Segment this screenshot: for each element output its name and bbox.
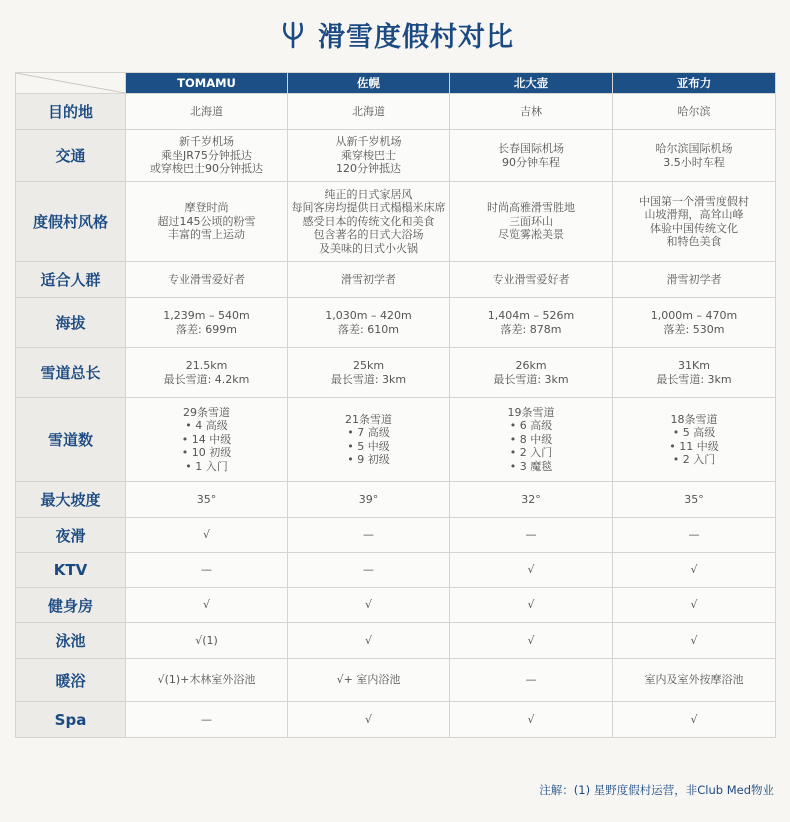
cell-text: 三面环山 (509, 214, 553, 228)
cell-text: 专业滑雪爱好者 (168, 272, 245, 286)
cell-text: 超过145公顷的粉雪 (157, 214, 256, 228)
row-label: Spa (16, 702, 126, 738)
table-cell (613, 262, 776, 298)
cell-text: 和特色美食 (666, 235, 722, 248)
cell-text: 纯正的日式家居风 (324, 187, 413, 201)
cell-text: — (363, 528, 374, 542)
table-cell (288, 182, 450, 262)
table-cell (126, 702, 288, 738)
table-cell (126, 348, 288, 398)
row-label: 最大坡度 (16, 482, 126, 518)
table-row (16, 94, 776, 130)
cell-text: — (363, 563, 374, 577)
table-cell (288, 588, 450, 623)
cell-text: 中国第一个滑雪度假村 (639, 194, 749, 208)
table-cell (450, 298, 613, 348)
cell-text: √ (364, 598, 372, 612)
cell-text: 时尚高雅滑雪胜地 (487, 201, 575, 215)
row-label: 交通 (16, 130, 126, 182)
cell-text: 从新千岁机场 (335, 135, 402, 149)
cell-text: 21.5km (185, 359, 228, 372)
cell-text: 包含著名的日式大浴场 (313, 228, 424, 242)
cell-text: √ (527, 633, 535, 647)
table-cell (126, 482, 288, 518)
table-cell (450, 94, 613, 130)
cell-text: √ (690, 712, 698, 726)
table-cell (613, 659, 776, 702)
cell-text: 山坡滑翔，高耸山峰 (644, 208, 744, 221)
row-label: 泳池 (16, 623, 126, 659)
row-label: 健身房 (16, 588, 126, 623)
table-cell (288, 398, 450, 482)
table-cell (288, 702, 450, 738)
table-cell (450, 623, 613, 659)
row-label: 雪道数 (16, 398, 126, 482)
cell-text: 29条雪道 (183, 405, 230, 419)
table-row (16, 553, 776, 588)
cell-text: • 3 魔毯 (509, 459, 553, 473)
table-cell (450, 553, 613, 588)
table-cell (126, 623, 288, 659)
cell-text: 长春国际机场 (498, 142, 564, 155)
cell-text: 北海道 (190, 104, 223, 118)
table-row (16, 518, 776, 553)
row-label: 海拔 (16, 298, 126, 348)
cell-text: 尽览雾凇美景 (498, 228, 564, 242)
cell-text: 32° (521, 492, 541, 506)
table-cell (288, 348, 450, 398)
cell-text: • 9 初级 (347, 453, 390, 466)
table-cell (613, 623, 776, 659)
cell-text: 滑雪初学者 (341, 272, 396, 286)
cell-text: √ (527, 563, 535, 577)
page-title: 滑雪度假村对比 (318, 21, 514, 53)
cell-text: 最长雪道: 3km (330, 372, 407, 386)
row-label: 雪道总长 (16, 348, 126, 398)
cell-text: √ (527, 598, 535, 612)
table-cell (126, 659, 288, 702)
cell-text: 1,000m – 470m (650, 309, 738, 322)
table-row (16, 623, 776, 659)
table-cell (613, 94, 776, 130)
cell-text: • 5 中级 (347, 439, 390, 453)
table-cell (126, 588, 288, 623)
table-row (16, 482, 776, 518)
table-cell (288, 94, 450, 130)
table-row (16, 398, 776, 482)
cell-text: √ (202, 598, 210, 612)
cell-text: 摩登时尚 (184, 201, 229, 215)
cell-text: • 5 高级 (672, 426, 716, 439)
cell-text: • 7 高级 (347, 426, 390, 439)
cell-text: • 1 入门 (185, 459, 228, 473)
cell-text: √ (364, 633, 372, 647)
cell-text: • 11 中级 (669, 439, 719, 453)
cell-text: • 4 高级 (185, 419, 228, 433)
column-header: 亚布力 (613, 73, 776, 94)
cell-text: 3.5小时车程 (663, 155, 725, 169)
table-cell (288, 298, 450, 348)
cell-text: 1,239m – 540m (163, 309, 250, 322)
cell-text: 滑雪初学者 (666, 272, 722, 286)
cell-text: 最长雪道: 4.2km (163, 372, 250, 386)
cell-text: 35° (684, 492, 704, 506)
cell-text: 39° (358, 492, 379, 506)
table-cell (126, 130, 288, 182)
table-cell (288, 553, 450, 588)
table-cell (613, 553, 776, 588)
table-cell (450, 588, 613, 623)
cell-text: 落差: 530m (663, 322, 725, 336)
table-cell (613, 298, 776, 348)
table-cell (126, 298, 288, 348)
cell-text: 31Km (678, 359, 710, 372)
cell-text: 及美味的日式小火锅 (319, 241, 418, 255)
table-row (16, 702, 776, 738)
cell-text: 乘坐JR75分钟抵达 (161, 148, 252, 162)
row-label: KTV (16, 553, 126, 588)
table-cell (126, 94, 288, 130)
table-cell (613, 182, 776, 262)
table-cell (450, 262, 613, 298)
cell-text: — (688, 528, 700, 542)
cell-text: 落差: 878m (500, 322, 562, 336)
table-cell (126, 518, 288, 553)
table-row (16, 298, 776, 348)
cell-text: 1,404m – 526m (487, 309, 575, 322)
table-cell (126, 262, 288, 298)
cell-text: 新千岁机场 (179, 135, 234, 149)
table-cell (613, 348, 776, 398)
table-row (16, 130, 776, 182)
cell-text: 18条雪道 (670, 412, 718, 426)
table-header-row (16, 73, 776, 94)
table-cell (450, 398, 613, 482)
table-cell (450, 130, 613, 182)
footnote: 注解：(1) 星野度假村运营，非Club Med物业 (539, 783, 774, 797)
cell-text: • 8 中级 (509, 432, 553, 446)
row-label: 度假村风格 (16, 182, 126, 262)
cell-text: 35° (196, 492, 217, 506)
cell-text: • 6 高级 (509, 419, 553, 433)
table-row (16, 182, 776, 262)
cell-text: 或穿梭巴士90分钟抵达 (150, 162, 263, 176)
cell-text: 室内及室外按摩浴池 (644, 673, 744, 687)
title-bar (0, 12, 790, 56)
cell-text: 90分钟车程 (502, 155, 560, 169)
table-row (16, 348, 776, 398)
cell-text: √(1) (195, 633, 218, 647)
cell-text: √(1)+木林室外浴池 (157, 673, 256, 687)
cell-text: • 2 入门 (509, 446, 553, 460)
cell-text: 26km (515, 359, 547, 372)
cell-text: 感受日本的传统文化和美食 (302, 214, 435, 228)
table-cell (450, 482, 613, 518)
cell-text: 乘穿梭巴士 (341, 148, 396, 162)
cell-text: 19条雪道 (507, 405, 555, 419)
row-label: 目的地 (16, 94, 126, 130)
cell-text: • 2 入门 (672, 453, 716, 466)
table-cell (288, 482, 450, 518)
table-cell (450, 702, 613, 738)
cell-text: — (201, 712, 212, 726)
cell-text: — (201, 563, 212, 577)
cell-text: 体验中国传统文化 (650, 221, 738, 235)
cell-text: 最长雪道: 3km (493, 372, 569, 386)
cell-text: 25km (352, 359, 385, 372)
column-header: TOMAMU (126, 73, 288, 94)
row-label: 暖浴 (16, 659, 126, 702)
table-cell (288, 130, 450, 182)
table-cell (450, 518, 613, 553)
cell-text: 吉林 (520, 104, 542, 118)
table-cell (126, 182, 288, 262)
cell-text: — (525, 673, 537, 687)
cell-text: 落差: 699m (176, 322, 237, 336)
table-cell (288, 659, 450, 702)
table-cell (613, 482, 776, 518)
club-med-trident-icon (276, 17, 310, 51)
table-cell (288, 518, 450, 553)
cell-text: 哈尔滨 (677, 104, 711, 118)
table-cell (450, 182, 613, 262)
cell-text: √ (690, 563, 698, 577)
table-row (16, 659, 776, 702)
cell-text: 专业滑雪爱好者 (492, 272, 570, 286)
cell-text: √ (202, 528, 210, 542)
table-cell (450, 348, 613, 398)
table-cell (613, 588, 776, 623)
cell-text: 21条雪道 (345, 412, 392, 426)
column-header: 佐幌 (288, 73, 450, 94)
cell-text: 落差: 610m (338, 322, 399, 336)
table-cell (613, 130, 776, 182)
cell-text: — (525, 528, 537, 542)
table-cell (288, 623, 450, 659)
table-cell (450, 659, 613, 702)
cell-text: 最长雪道: 3km (656, 372, 732, 386)
cell-text: √ (690, 598, 698, 612)
table-row (16, 588, 776, 623)
table-row (16, 262, 776, 298)
row-label: 夜滑 (16, 518, 126, 553)
table-cell (126, 398, 288, 482)
cell-text: √ (364, 712, 372, 726)
cell-text: 北海道 (352, 104, 385, 118)
table-cell (613, 518, 776, 553)
cell-text: √+ 室内浴池 (336, 673, 401, 687)
cell-text: √ (690, 633, 698, 647)
cell-text: 哈尔滨国际机场 (655, 142, 733, 155)
table-cell (288, 262, 450, 298)
cell-text: 120分钟抵达 (336, 162, 401, 176)
corner-cell (16, 73, 126, 94)
row-label: 适合人群 (16, 262, 126, 298)
cell-text: √ (527, 712, 535, 726)
table-cell (126, 553, 288, 588)
cell-text: 1,030m – 420m (325, 309, 412, 322)
cell-text: 每间客房均提供日式榻榻米床席 (291, 201, 446, 215)
cell-text: 丰富的雪上运动 (168, 228, 245, 242)
table-cell (613, 398, 776, 482)
cell-text: • 10 初级 (181, 446, 232, 460)
comparison-table (15, 72, 776, 738)
cell-text: • 14 中级 (181, 432, 232, 446)
column-header: 北大壶 (450, 73, 613, 94)
table-cell (613, 702, 776, 738)
